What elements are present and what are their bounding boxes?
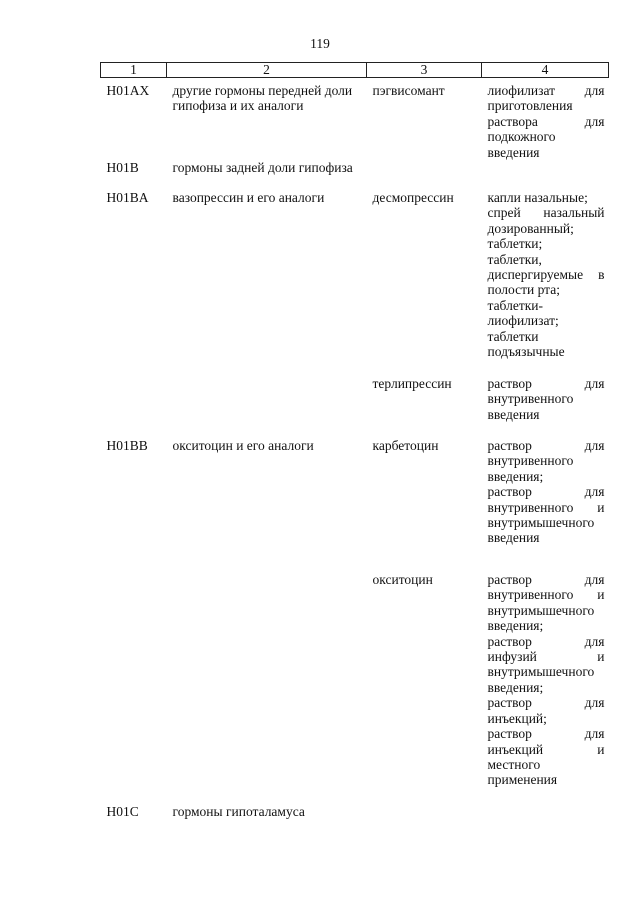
atc-code: H01AX [106,83,150,98]
atc-code: H01B [106,160,139,176]
active-substance: десмопрессин [372,190,454,206]
column-header-3: 3 [367,63,482,78]
dosage-form: таблетки, диспергируемые в полости рта; [487,251,605,298]
dosage-forms [482,572,609,804]
dosage-forms [482,190,609,376]
dosage-forms [482,78,609,161]
dosage-form: раствор для внутривенного введения; [487,438,605,484]
dosage-form: раствор для инфузий и внутримышечного введения; [487,633,605,695]
dosage-form: капли назальные; [487,190,588,206]
dosage-form: раствор для внутривенного введения [487,376,605,422]
dosage-form: таблетки; [487,236,543,252]
pharmacological-group: гормоны гипоталамуса [172,804,305,820]
pharmacological-group: другие гормоны передней доли гипофиза и их аналоги [172,83,353,114]
active-substance [367,160,482,190]
atc-code [101,572,167,804]
table-row [101,160,609,190]
dosage-forms [482,438,609,572]
pharmacological-group: гормоны задней доли гипофиза [172,160,353,176]
dosage-forms [482,376,609,438]
pharmacological-group: вазопрессин и его аналоги [172,190,325,206]
atc-code: H01BB [106,438,148,454]
dosage-form: раствор для инъекций и местного применения [487,726,605,788]
table-row [101,78,609,161]
dosage-form: таблетки подъязычные [487,328,565,360]
dosage-form: лиофилизат для приготовления раствора для подкожного введения [487,83,605,160]
table-row [101,572,609,804]
pharmacological-group [167,376,367,438]
pharmacological-group [167,572,367,804]
dosage-forms [482,160,609,190]
active-substance: окситоцин [372,572,433,588]
table-row [101,804,609,824]
column-header-2: 2 [167,63,367,78]
table-row [101,190,609,376]
active-substance: пэгвисомант [372,83,445,98]
column-header-4: 4 [482,63,609,78]
table-row [101,376,609,438]
atc-code: H01C [106,804,139,820]
atc-code [101,376,167,438]
column-number-row [101,63,609,78]
dosage-form: раствор для внутривенного и внутримышечного введения; [487,572,605,634]
dosage-form: спрей назальный дозированный; [487,205,605,236]
active-substance: терлипрессин [372,376,452,392]
dosage-form: раствор для инъекций; [487,695,605,726]
dosage-form: таблетки-лиофилизат; [487,297,559,329]
active-substance [367,804,482,824]
dosage-forms [482,804,609,824]
column-header-1: 1 [101,63,167,78]
table-row [101,438,609,572]
pharmacological-group: окситоцин и его аналоги [172,438,314,454]
drug-classification-table [100,62,609,824]
active-substance: карбетоцин [372,438,439,454]
page-number: 119 [310,36,330,51]
dosage-form: раствор для внутривенного и внутримышечного введения [487,484,605,546]
atc-code: H01BA [106,190,149,206]
